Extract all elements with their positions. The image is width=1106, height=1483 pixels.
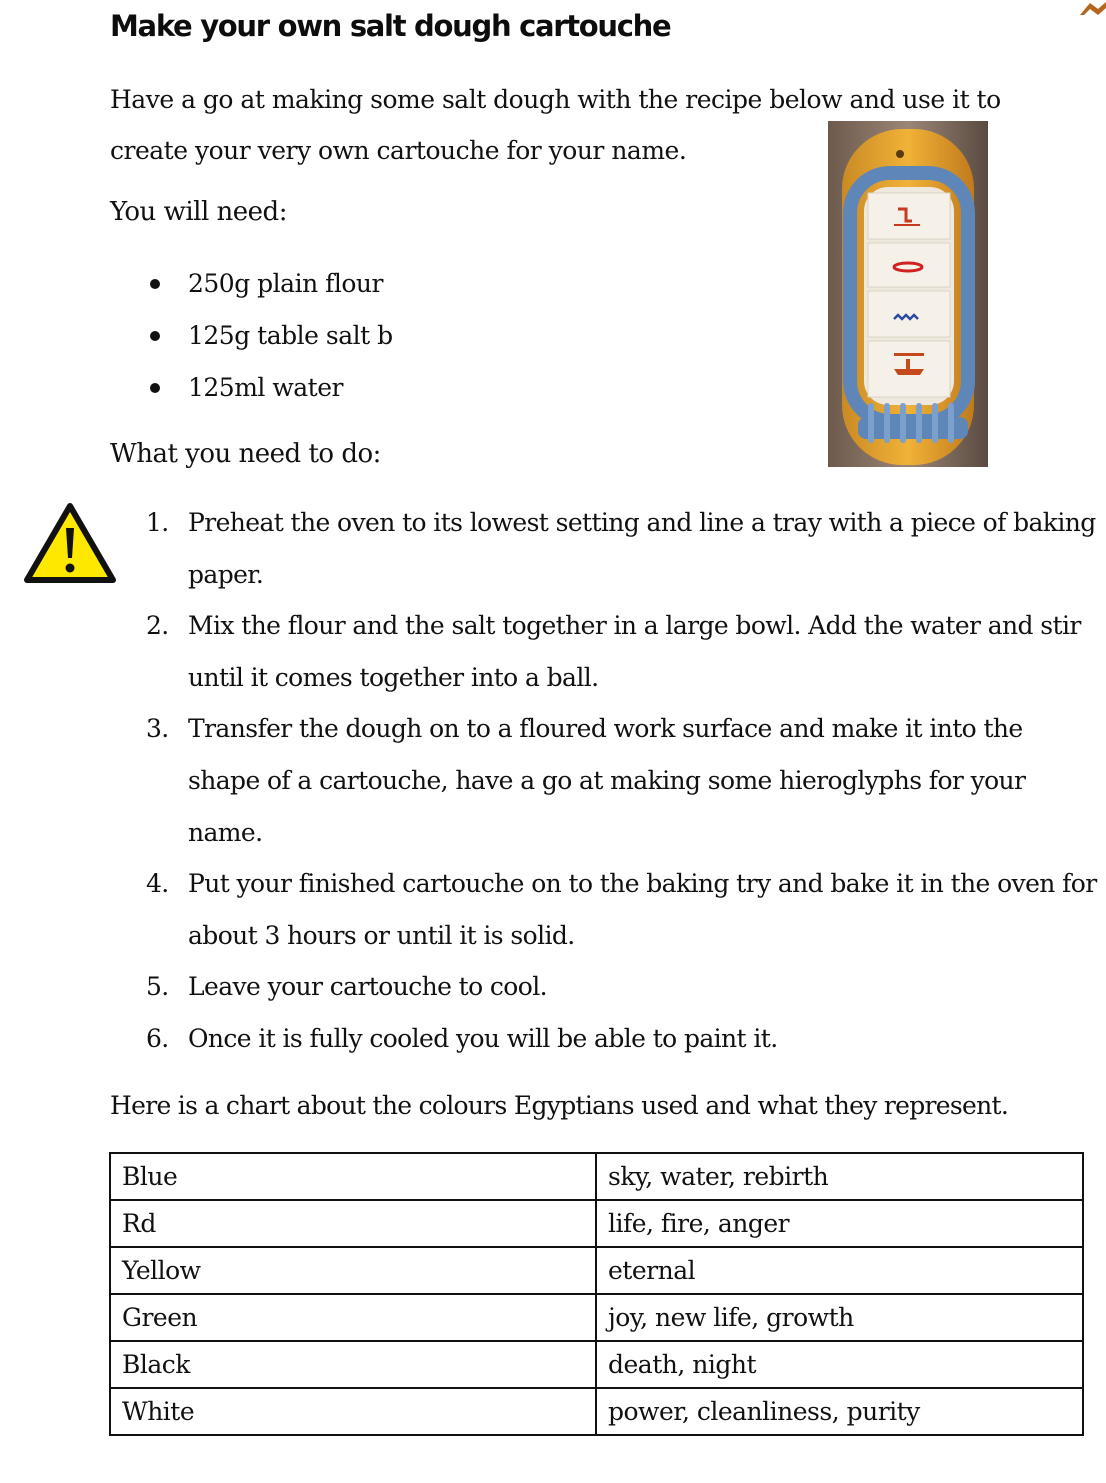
ingredients-list xyxy=(140,262,393,418)
step-text: Mix the flour and the salt together in a large bowl. Add the water and stir until it comes together into a ball. xyxy=(188,611,1081,692)
step-text: Leave your cartouche to cool. xyxy=(188,972,547,1002)
corner-decoration xyxy=(1076,0,1106,16)
table-row xyxy=(110,1388,1083,1435)
list-item xyxy=(110,961,1100,1013)
step-number: 4. xyxy=(146,869,169,899)
bullet-icon xyxy=(150,331,160,341)
step-number: 5. xyxy=(146,972,169,1002)
list-item xyxy=(110,600,1100,703)
intro-paragraph: Have a go at making some salt dough with the recipe below and use it to create your very own cartouche for your name. xyxy=(110,85,1001,165)
step-number: 3. xyxy=(146,714,169,744)
ingredient-text: 125ml water xyxy=(188,373,343,402)
colour-cell: Black xyxy=(110,1341,596,1388)
step-number: 6. xyxy=(146,1023,169,1053)
list-item xyxy=(110,703,1100,858)
ingredient-text: 250g plain flour xyxy=(188,269,383,298)
what-to-do-heading: What you need to do: xyxy=(110,439,381,469)
list-item xyxy=(110,497,1100,600)
table-row xyxy=(110,1153,1083,1200)
step-text: Transfer the dough on to a floured work surface and make it into the shape of a cartouche, have a go at making some hieroglyphs for your name. xyxy=(188,714,1026,847)
table-row xyxy=(110,1247,1083,1294)
ingredient-text: 125g table salt b xyxy=(188,321,393,350)
list-item xyxy=(110,858,1100,961)
colour-chart-intro: Here is a chart about the colours Egyptians used and what they represent. xyxy=(110,1091,1009,1120)
meaning-cell: eternal xyxy=(596,1247,1083,1294)
warning-triangle-icon xyxy=(22,500,118,586)
meaning-cell: death, night xyxy=(596,1341,1083,1388)
colour-cell: Yellow xyxy=(110,1247,596,1294)
step-number: 2. xyxy=(146,611,169,641)
colour-cell: Green xyxy=(110,1294,596,1341)
list-item xyxy=(140,366,393,418)
bullet-icon xyxy=(150,383,160,393)
page-title: Make your own salt dough cartouche xyxy=(110,9,671,43)
cartouche-photo xyxy=(828,121,988,467)
meaning-cell: power, cleanliness, purity xyxy=(596,1388,1083,1435)
meaning-cell: joy, new life, growth xyxy=(596,1294,1083,1341)
meaning-cell: life, fire, anger xyxy=(596,1200,1083,1247)
meaning-cell: sky, water, rebirth xyxy=(596,1153,1083,1200)
list-item xyxy=(140,314,393,366)
table-row xyxy=(110,1200,1083,1247)
table-row xyxy=(110,1294,1083,1341)
colour-cell: Blue xyxy=(110,1153,596,1200)
list-item xyxy=(140,262,393,314)
list-item xyxy=(110,1013,1100,1065)
step-text: Once it is fully cooled you will be able to paint it. xyxy=(188,1023,778,1053)
bullet-icon xyxy=(150,279,160,289)
step-text: Preheat the oven to its lowest setting and line a tray with a piece of baking paper. xyxy=(188,508,1096,589)
colour-cell: White xyxy=(110,1388,596,1435)
step-number: 1. xyxy=(146,508,169,537)
colour-cell: Rd xyxy=(110,1200,596,1247)
colour-meaning-table xyxy=(109,1152,1084,1436)
step-text: Put your finished cartouche on to the baking try and bake it in the oven for about 3 hours or until it is solid. xyxy=(188,869,1097,950)
you-will-need-heading: You will need: xyxy=(110,197,287,227)
table-row xyxy=(110,1341,1083,1388)
instructions-list xyxy=(110,497,1100,1065)
